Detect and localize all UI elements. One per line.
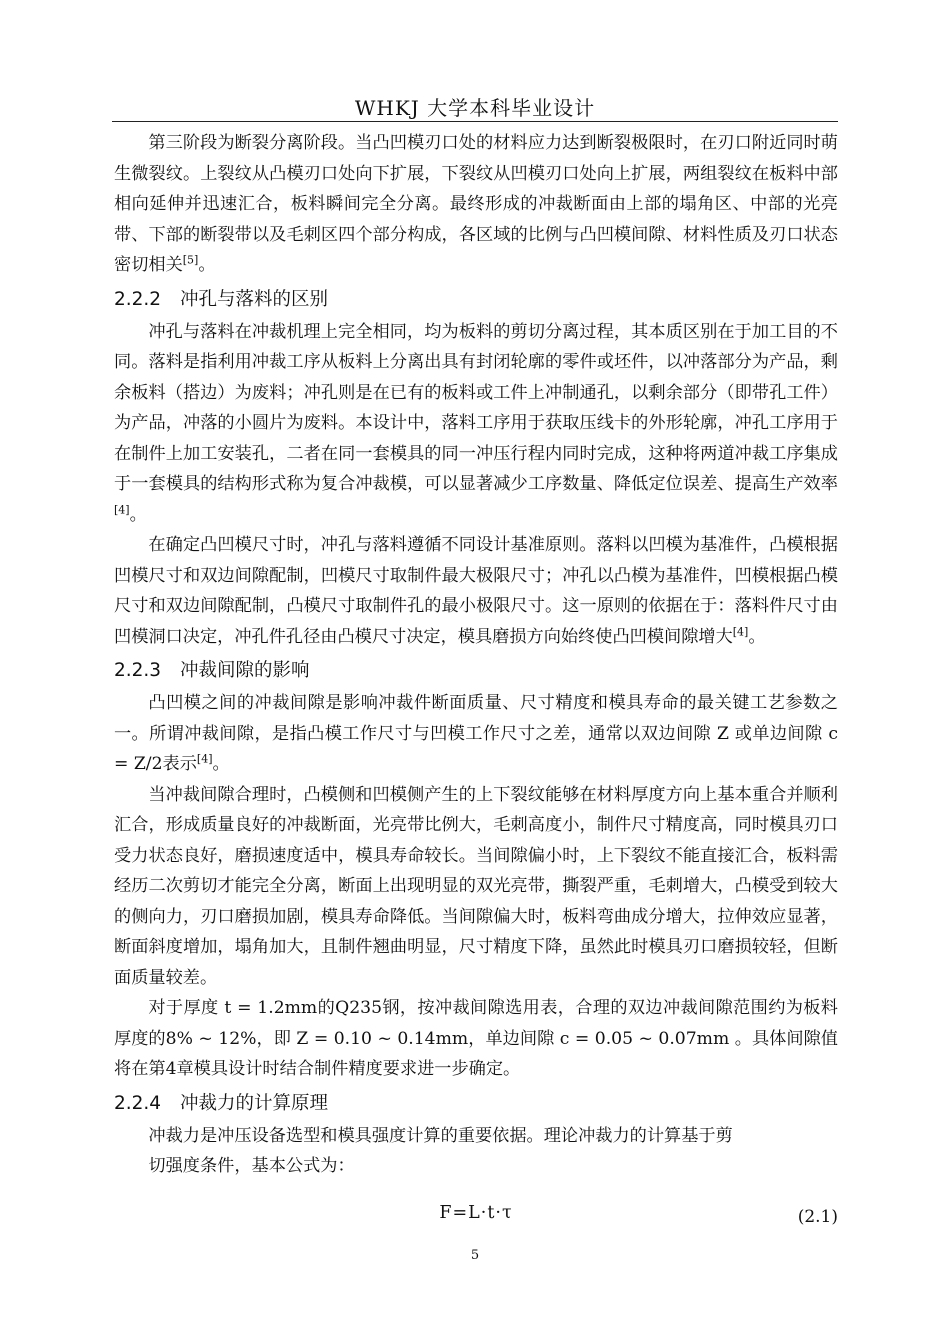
section-heading-2-2-3 [114, 654, 838, 688]
paragraph-text: 在确定凸凹模尺寸时，冲孔与落料遵循不同设计基准原则。落料以凹模为基准件，凸模根据凹模尺寸和双边间隙配制，凹模尺寸取制件最大极限尺寸；冲孔以凸模为基准件，凹模根据凸模尺寸和双边间隙配制，凸模尺寸取制件孔的最小极限尺寸。这一原则的依据在于：落料件尺寸由凹模洞口决定，冲孔件孔径由凸模尺寸决定，模具磨损方向始终使凸凹模间隙增大 [114, 535, 838, 647]
body-content [114, 128, 838, 1238]
paragraph-text: 凸凹模之间的冲裁间隙是影响冲裁件断面质量、尺寸精度和模具寿命的最关键工艺参数之一。所谓冲裁间隙，是指凸模工作尺寸与凹模工作尺寸之差，通常以双边间隙 Z 或单边间隙 c = Z/2表示 [114, 693, 838, 774]
equation [114, 1198, 838, 1238]
paragraph [114, 688, 838, 780]
paragraph [114, 530, 838, 652]
paragraph-text: 第三阶段为断裂分离阶段。当凸凹模刃口处的材料应力达到断裂极限时，在刃口附近同时萌生微裂纹。上裂纹从凸模刃口处向下扩展，下裂纹从凹模刃口处向上扩展，两组裂纹在板料中部相向延伸并迅速汇合，板料瞬间完全分离。最终形成的冲裁断面由上部的塌角区、中部的光亮带、下部的断裂带以及毛刺区四个部分构成，各区域的比例与凸凹模间隙、材料性质及刃口状态密切相关 [114, 133, 838, 275]
section-title: 冲裁间隙的影响 [180, 660, 310, 681]
header-rule [112, 121, 838, 122]
paragraph-end: 。 [198, 255, 216, 275]
page-header: WHKJ 大学本科毕业设计 [354, 96, 596, 120]
paragraph-text: 冲孔与落料在冲裁机理上完全相同，均为板料的剪切分离过程，其本质区别在于加工目的不同。落料是指利用冲裁工序从板料上分离出具有封闭轮廓的零件或坯件，以冲落部分为产品，剩余板料（搭边）为废料；冲孔则是在已有的板料或工件上冲制通孔，以剩余部分（即带孔工件）为产品，冲落的小圆片为废料。本设计中，落料工序用于获取压线卡的外形轮廓，冲孔工序用于在制件上加工安装孔，二者在同一套模具的同一冲压行程内同时完成，这种将两道冲裁工序集成于一套模具的结构形式称为复合冲裁模，可以显著减少工序数量、降低定位误差、提高生产效率 [114, 321, 838, 494]
citation: [4] [732, 624, 749, 638]
paragraph: 当冲裁间隙合理时，凸模侧和凹模侧产生的上下裂纹能够在材料厚度方向上基本重合并顺利汇合，形成质量良好的冲裁断面，光亮带比例大，毛刺高度小，制件尺寸精度高，同时模具刃口受力状态良好，磨损速度适中，模具寿命较长。当间隙偏小时，上下裂纹不能直接汇合，板料需经历二次剪切才能完全分离，断面上出现明显的双光亮带，撕裂严重，毛刺增大，凸模受到较大的侧向力，刃口磨损加剧，模具寿命降低。当间隙偏大时，板料弯曲成分增大，拉伸效应显著，断面斜度增加，塌角加大，且制件翘曲明显，尺寸精度下降，虽然此时模具刃口磨损较轻，但断面质量较差。 [114, 784, 838, 988]
paragraph-end: 。 [212, 754, 230, 774]
paragraph-end: 。 [129, 504, 147, 525]
citation: [5] [182, 253, 199, 267]
section-title: 冲裁力的计算原理 [180, 1092, 329, 1114]
paragraph-end: 。 [748, 626, 766, 647]
section-heading-2-2-2 [114, 283, 838, 317]
paragraph-line: 切强度条件，基本公式为： [148, 1156, 355, 1176]
paragraph [114, 1121, 838, 1182]
paragraph [114, 317, 838, 531]
citation: [4] [196, 752, 213, 766]
equation-expression: F=L·t·τ [439, 1202, 513, 1223]
section-number: 2.2.3 [114, 660, 162, 681]
section-heading-2-2-4 [114, 1087, 838, 1121]
section-title: 冲孔与落料的区别 [180, 288, 329, 310]
page-number: 5 [470, 1248, 480, 1263]
paragraph: 对于厚度 t = 1.2mm的Q235钢，按冲裁间隙选用表，合理的双边冲裁间隙范围约为板料厚度的8% ~ 12%，即 Z = 0.10 ~ 0.14mm，单边间隙 c = 0.05 ~ 0.07mm 。具体间隙值将在第4章模具设计时结合制件精度要求进一步确定。 [114, 998, 838, 1079]
section-number: 2.2.4 [114, 1092, 162, 1114]
equation-number: (2.1) [797, 1206, 838, 1227]
paragraph [114, 128, 838, 281]
citation: [4] [114, 502, 130, 516]
paragraph-line: 冲裁力是冲压设备选型和模具强度计算的重要依据。理论冲裁力的计算基于剪 [148, 1125, 733, 1146]
section-number: 2.2.2 [114, 288, 162, 310]
